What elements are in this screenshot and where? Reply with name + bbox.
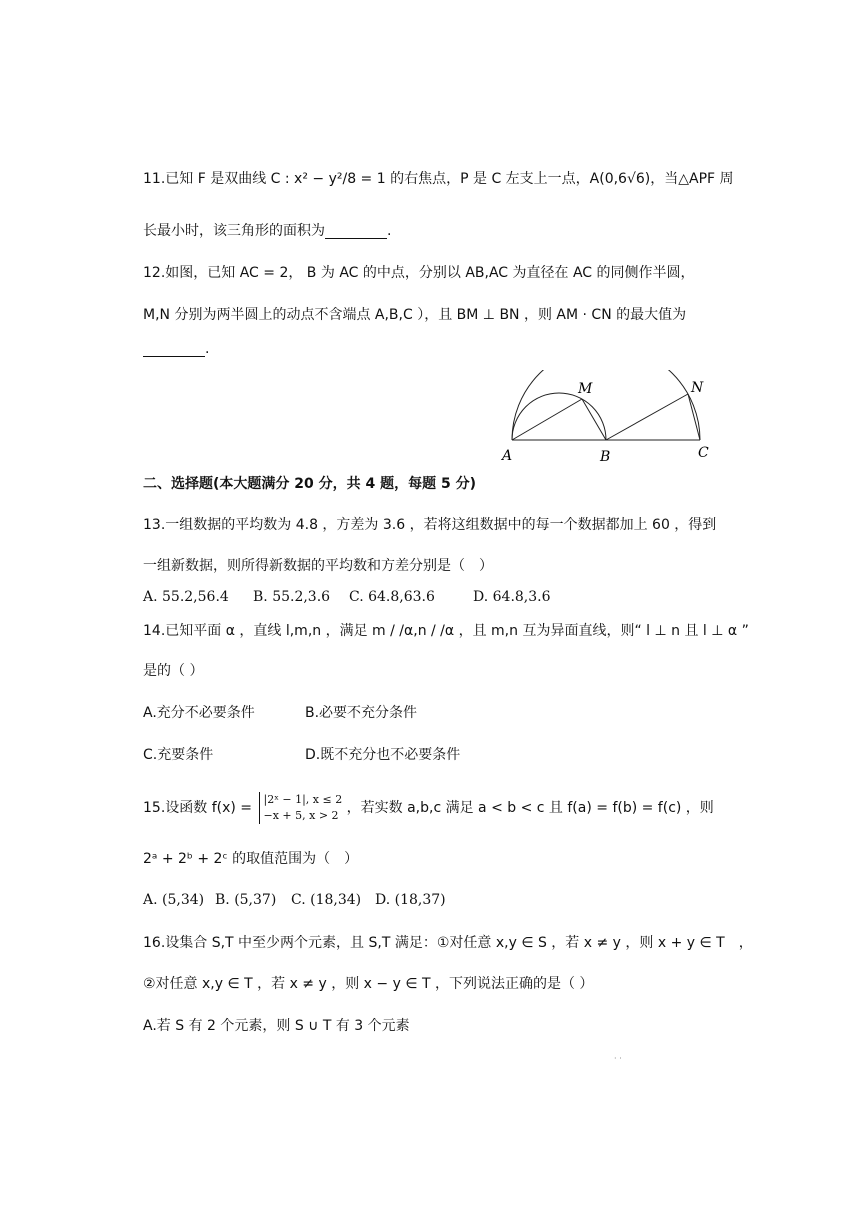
- q13-line1: [143, 514, 716, 536]
- q14-text2: 是的（ ）: [143, 663, 204, 679]
- page-mark: · ·: [614, 1054, 622, 1063]
- option-a[interactable]: A. (5,34): [143, 892, 205, 908]
- option-c[interactable]: C.充要条件: [143, 747, 214, 763]
- q13-text2: 一组新数据，则所得新数据的平均数和方差分别是（ ）: [143, 558, 493, 574]
- label-n: N: [691, 380, 704, 396]
- segment-mb: [582, 399, 606, 440]
- option-a[interactable]: A.若 S 有 2 个元素，则 S ∪ T 有 3 个元素: [143, 1018, 410, 1034]
- segment-am: [512, 399, 582, 440]
- q12-text: 12.如图，已知 AC = 2， B 为 AC 的中点，分别以 AB,AC 为直径在 AC 的同侧作半圆，: [143, 265, 695, 281]
- piece-case-1: |2ˣ − 1|, x ≤ 2: [263, 793, 343, 806]
- answer-blank: [143, 342, 205, 357]
- segment-bn: [606, 394, 688, 440]
- option-b[interactable]: B. 55.2,3.6: [253, 589, 331, 605]
- q14-options-row1: [143, 702, 437, 724]
- q12-line3: .: [143, 338, 209, 360]
- label-a: A: [502, 448, 513, 464]
- semicircle-figure: [496, 370, 716, 466]
- q11-text: 11.已知 F 是双曲线 C : x² − y²/8 = 1 的右焦点，P 是 C 左支上一点，A(0,6√6)，当△APF 周: [143, 171, 734, 187]
- q14-line2: [143, 660, 203, 682]
- section-heading: [143, 473, 476, 495]
- q15-options: [143, 889, 466, 911]
- segment-nc: [688, 394, 700, 440]
- label-b: B: [600, 449, 611, 465]
- option-d[interactable]: D. (18,37): [375, 892, 446, 908]
- q13-line2: [143, 555, 493, 577]
- q12-line2: [143, 304, 686, 326]
- piecewise-function: [259, 792, 343, 824]
- q12-line1: [143, 262, 695, 284]
- q16-line1: [143, 932, 753, 954]
- large-semicircle: [512, 370, 700, 440]
- q15-prefix: 15.设函数 f(x) =: [143, 800, 253, 816]
- q16-text2: ②对任意 x,y ∈ T ，若 x ≠ y ，则 x − y ∈ T ，下列说法正确的是（ ）: [143, 976, 594, 992]
- q11-text2: 长最小时，该三角形的面积为: [143, 223, 325, 239]
- q16-text: 16.设集合 S,T 中至少两个元素，且 S,T 满足：①对任意 x,y ∈ S ，若 x ≠ y ，则 x + y ∈ T ，: [143, 935, 753, 951]
- option-b[interactable]: B.必要不充分条件: [305, 705, 418, 721]
- section-title: 二、选择题(本大题满分 20 分，共 4 题，每题 5 分): [143, 476, 477, 492]
- q14-options-row2: [143, 744, 480, 766]
- q16-line2: [143, 973, 593, 995]
- piece-case-2: −x + 5, x > 2: [263, 809, 339, 822]
- q13-options: [143, 586, 571, 608]
- label-c: C: [698, 445, 709, 461]
- option-d[interactable]: D.既不充分也不必要条件: [305, 747, 461, 763]
- q14-line1: [143, 620, 749, 642]
- q12-text2: M,N 分别为两半圆上的动点不含端点 A,B,C ），且 BM ⊥ BN ，则 AM · CN 的最大值为: [143, 307, 687, 323]
- q13-text: 13.一组数据的平均数为 4.8 ，方差为 3.6 ，若将这组数据中的每一个数据都加上 60 ，得到: [143, 517, 717, 533]
- q11-line2: 长最小时，该三角形的面积为 .: [143, 223, 392, 239]
- option-b[interactable]: B. (5,37): [215, 892, 277, 908]
- q15-suffix: ，若实数 a,b,c 满足 a < b < c 且 f(a) = f(b) = f(c) ，则: [346, 800, 714, 816]
- q15-line1: [143, 792, 714, 824]
- q16-option-a: [143, 1015, 410, 1037]
- option-d[interactable]: D. 64.8,3.6: [473, 589, 551, 605]
- option-c[interactable]: C. (18,34): [291, 892, 362, 908]
- q15-text2: 2ᵃ + 2ᵇ + 2ᶜ 的取值范围为（ ）: [143, 851, 359, 867]
- answer-blank: [325, 224, 387, 239]
- option-a[interactable]: A. 55.2,56.4: [143, 589, 229, 605]
- q11-line1: [143, 168, 734, 190]
- option-a[interactable]: A.充分不必要条件: [143, 705, 255, 721]
- q15-line2: [143, 848, 358, 870]
- option-c[interactable]: C. 64.8,63.6: [349, 589, 435, 605]
- q14-text: 14.已知平面 α ，直线 l,m,n ，满足 m / /α,n / /α ，且 m,n 互为异面直线，则“ l ⊥ n 且 l ⊥ α ”: [143, 623, 749, 639]
- label-m: M: [578, 381, 593, 397]
